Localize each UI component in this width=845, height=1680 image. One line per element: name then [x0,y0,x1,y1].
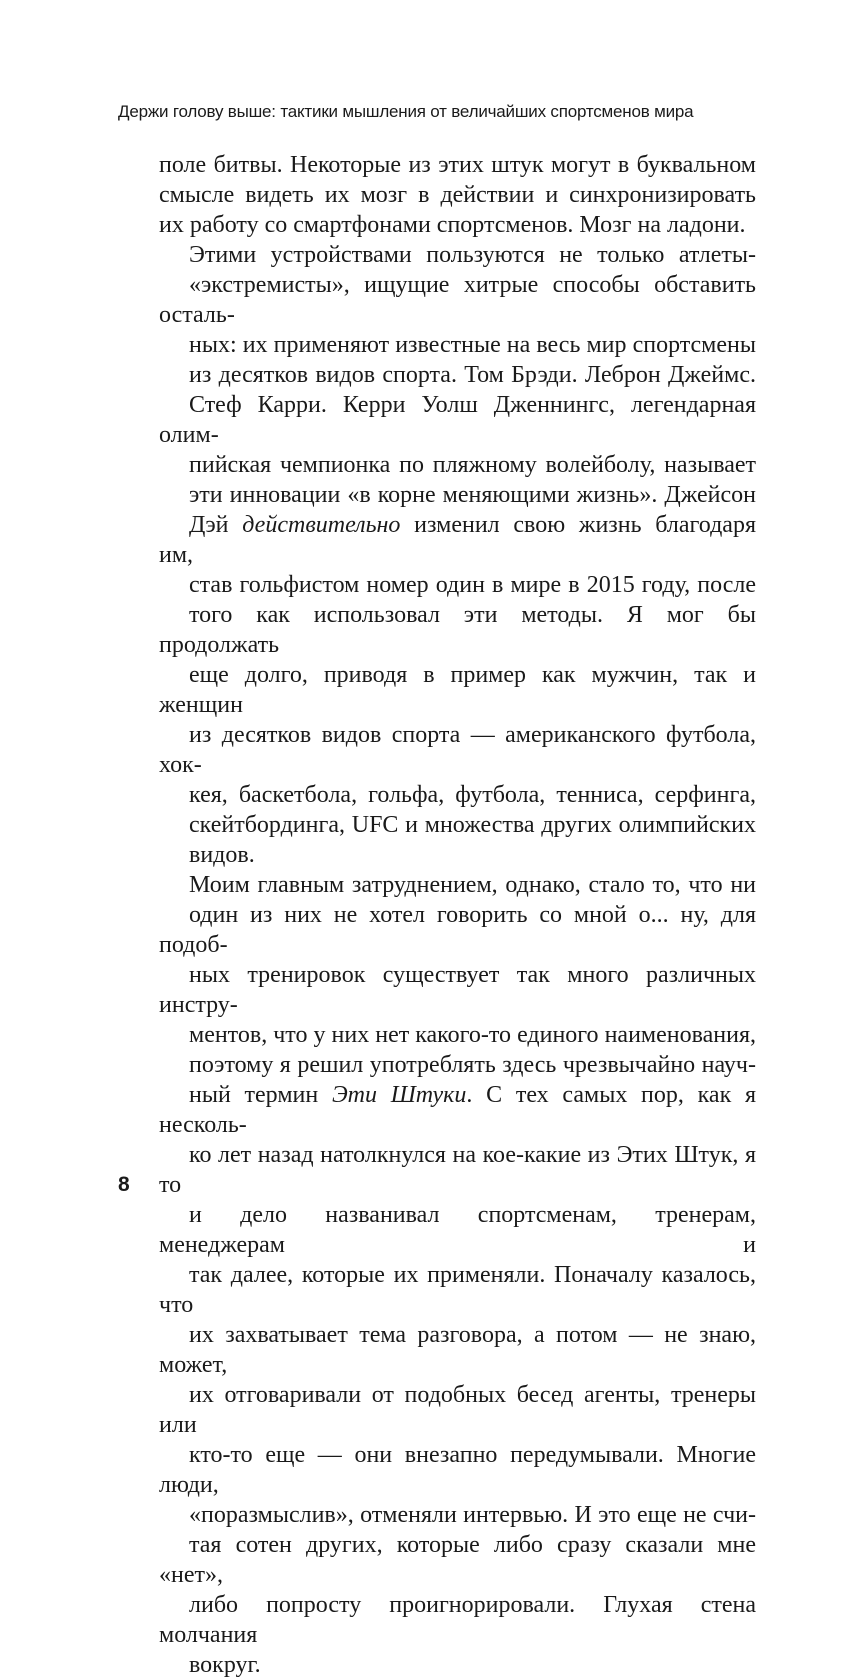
text-segment: . С тех самых пор, как я несколь- [159,1082,757,1138]
text-line: кея, баскетбола, гольфа, футбола, тенниса, серфинга, [189,782,756,808]
text-line: поэтому я решил употреблять здесь чрезвычайно науч- [189,1052,756,1078]
text-line: их отговаривали от подобных бесед агенты, тренеры или [159,1382,756,1438]
text-line: ных тренировок существует так много различных инстру- [159,962,756,1018]
text-line: ных: их применяют известные на весь мир спортсмены [189,332,756,358]
text-line: тая сотен других, которые либо сразу сказали мне «нет», [159,1532,756,1588]
text-line: смысле видеть их мозг в действии и синхронизировать [159,182,756,208]
text-line: один из них не хотел говорить со мной о... ну, для подоб- [159,902,756,958]
paragraph-3 [159,870,756,1680]
text-segment: изменил свою жизнь благодаря им, [159,512,756,568]
text-line: так далее, которые их применяли. Поначалу казалось, что [159,1262,756,1318]
text-line: либо попросту проигнорировали. Глухая стена молчания [159,1592,756,1648]
text-line: еще долго, приводя в пример как мужчин, так и женщин [159,662,756,718]
text-line: Этими устройствами пользуются не только атлеты- [189,242,756,268]
paragraph-1 [159,150,756,240]
text-line: и дело названивал спортсменам, тренерам, менеджерам и [159,1202,756,1258]
text-line: «поразмыслив», отменяли интервью. И это еще не счи- [189,1502,756,1528]
text-line: из десятков видов спорта — американского футбола, хок- [159,722,756,778]
text-line: ментов, что у них нет какого-то единого наименования, [189,1022,756,1048]
body-text [159,150,756,1680]
text-line: Моим главным затруднением, однако, стало то, что ни [189,872,756,898]
text-line: того как использовал эти методы. Я мог бы продолжать [159,602,756,658]
text-line: видов. [189,842,255,868]
text-line: скейтбординга, UFC и множества других олимпийских [189,812,756,838]
text-line: их работу со смартфонами спортсменов. Мозг на ладони. [159,212,746,238]
text-line: эти инновации «в корне меняющими жизнь». Джейсон [189,482,756,508]
text-line: из десятков видов спорта. Том Брэди. Леброн Джеймс. [189,362,756,388]
page-number: 8 [118,1173,130,1196]
text-segment: Дэй [189,512,229,538]
paragraph-2 [159,240,756,870]
text-line: Стеф Карри. Керри Уолш Дженнингс, легендарная олим- [159,392,756,448]
text-line: став гольфистом номер один в мире в 2015 году, после [189,572,756,598]
text-line: вокруг. [189,1652,261,1678]
emphasis-text: Эти Штуки [331,1082,467,1108]
text-line [159,510,756,570]
running-header-title: Держи голову выше: тактики мышления от величайших спортсменов мира [118,102,694,121]
text-line: поле битвы. Некоторые из этих штук могут в буквальном [159,152,756,178]
emphasis-text: действительно [242,512,401,538]
text-segment: ный термин [189,1082,319,1108]
text-line: ко лет назад натолкнулся на кое-какие из Этих Штук, я то [159,1142,756,1198]
text-line: кто-то еще — они внезапно передумывали. Многие люди, [159,1442,756,1498]
text-line: пийская чемпионка по пляжному волейболу, называет [189,452,756,478]
text-line: их захватывает тема разговора, а потом — не знаю, может, [159,1322,756,1378]
text-line [159,1080,756,1140]
text-line: «экстремисты», ищущие хитрые способы обставить осталь- [159,272,756,328]
